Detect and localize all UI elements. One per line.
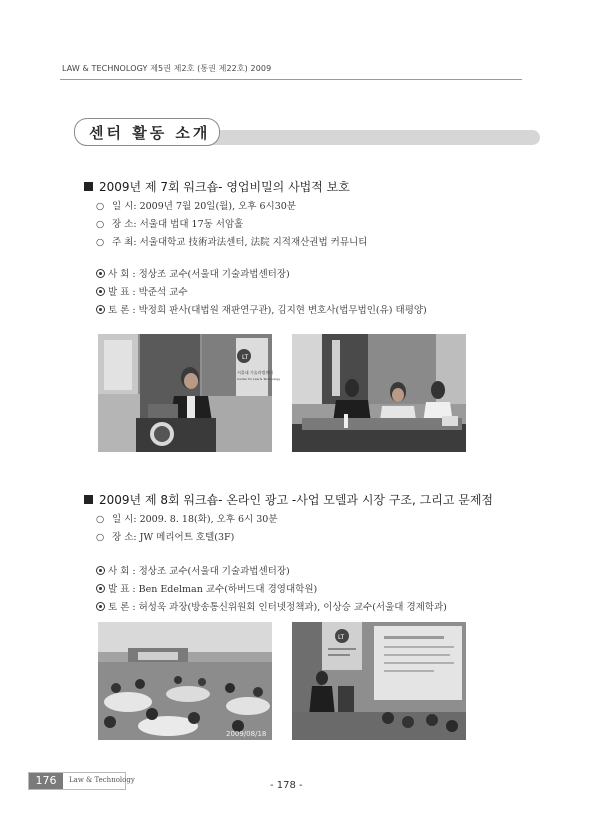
workshop8-detail-place: ○ 장 소: JW 메리어트 호텔(3F) (96, 532, 235, 543)
circle-bullet-icon: ○ (96, 514, 105, 525)
header-rule (60, 79, 522, 80)
circle-bullet-icon: ○ (96, 237, 105, 248)
section-title: 센터 활동 소개 (89, 124, 211, 142)
workshop8-heading (84, 491, 493, 508)
page-number: - 178 - (270, 780, 303, 791)
section-banner (74, 118, 540, 144)
lt-logo-text: LT (242, 354, 249, 361)
circle-bullet-icon: ○ (96, 219, 105, 230)
workshop8-role-discussants: 토 론 : 허성욱 과장(방송통신위원회 인터넷정책과), 이상승 교수(서울대 경제학과) (96, 599, 447, 613)
workshop7-speaker-photo (98, 334, 281, 452)
target-bullet-icon (96, 305, 105, 314)
workshop8-role-moderator: 사 회 : 정상조 교수(서울대 기술과법센터장) (96, 563, 290, 577)
footer-page-tab: 176 (29, 773, 63, 789)
workshop7-title: 2009년 제 7회 워크숍- 영업비밀의 사법적 보호 (99, 180, 350, 194)
square-bullet-icon (84, 495, 93, 504)
running-header: LAW & TECHNOLOGY 제5권 제2호 (통권 제22호) 2009 (62, 64, 272, 73)
footer-tab (28, 772, 135, 790)
circle-bullet-icon: ○ (96, 201, 105, 212)
circle-bullet-icon: ○ (96, 532, 105, 543)
banner-text: 서울대 기술과법센터 (237, 370, 274, 375)
workshop8-title: 2009년 제 8회 워크숍- 온라인 광고 -사업 모델과 시장 구조, 그리고 문제점 (99, 493, 494, 507)
workshop8-role-presenter: 발 표 : Ben Edelman 교수(하버드대 경영대학원) (96, 581, 317, 595)
workshop7-detail-date: ○ 일 시: 2009년 7월 20일(월), 오후 6시30분 (96, 201, 296, 212)
workshop7-role-discussants: 토 론 : 박정희 판사(대법원 재판연구관), 김지현 변호사(법무법인(유) 태평양) (96, 302, 427, 316)
banner-subtext: Center for Law & Technology (237, 377, 281, 381)
workshop7-panel-photo (292, 334, 466, 452)
target-bullet-icon (96, 566, 105, 575)
workshop8-presentation-photo (292, 622, 466, 740)
workshop8-detail-date: ○ 일 시: 2009. 8. 18(화), 오후 6시 30분 (96, 514, 278, 525)
target-bullet-icon (96, 287, 105, 296)
workshop7-role-presenter: 발 표 : 박준석 교수 (96, 284, 188, 298)
lt-logo-text: LT (338, 634, 345, 641)
workshop8-audience-photo (98, 622, 272, 740)
workshop7-detail-place: ○ 장 소: 서울대 법대 17동 서암홀 (96, 219, 244, 230)
target-bullet-icon (96, 269, 105, 278)
footer-journal-name: Law & Technology (69, 776, 135, 784)
banner-pill (74, 118, 220, 146)
workshop7-role-moderator: 사 회 : 정상조 교수(서울대 기술과법센터장) (96, 266, 290, 280)
photo-date-stamp: 2009/08/18 (226, 730, 267, 738)
target-bullet-icon (96, 584, 105, 593)
workshop7-heading (84, 178, 350, 195)
square-bullet-icon (84, 182, 93, 191)
workshop7-detail-host: ○ 주 최: 서울대학교 技術과法센터, 法院 지적재산권법 커뮤니티 (96, 237, 368, 248)
target-bullet-icon (96, 602, 105, 611)
